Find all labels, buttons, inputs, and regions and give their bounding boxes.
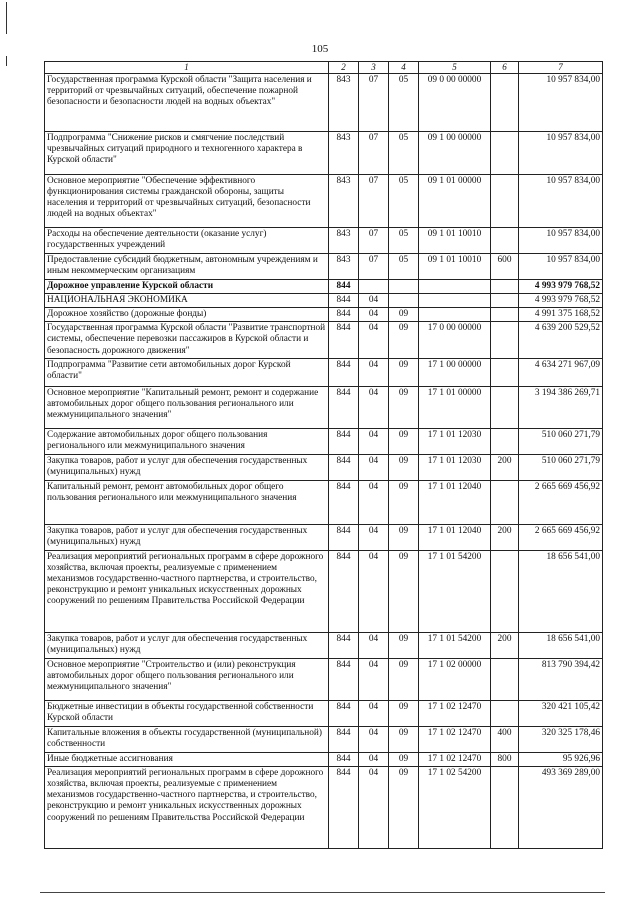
row-type: 400 <box>491 726 519 752</box>
row-target: 17 1 02 54200 <box>419 766 491 848</box>
table-row <box>45 174 603 227</box>
row-subsection: 09 <box>389 308 419 322</box>
row-code: 844 <box>329 550 359 632</box>
row-amount: 510 060 271,79 <box>519 454 603 480</box>
row-section: 04 <box>359 308 389 322</box>
row-code: 844 <box>329 308 359 322</box>
header-cell: 1 <box>45 62 329 74</box>
row-target: 17 1 01 12030 <box>419 454 491 480</box>
row-type <box>491 293 519 307</box>
row-subsection: 09 <box>389 766 419 848</box>
row-amount: 4 993 979 768,52 <box>519 279 603 293</box>
row-target: 09 1 01 00000 <box>419 174 491 227</box>
row-type: 800 <box>491 752 519 766</box>
row-code: 844 <box>329 279 359 293</box>
row-subsection: 09 <box>389 524 419 550</box>
table-row <box>45 227 603 253</box>
row-subsection: 05 <box>389 174 419 227</box>
row-target <box>419 279 491 293</box>
row-target: 17 1 02 12470 <box>419 700 491 726</box>
row-subsection: 05 <box>389 227 419 253</box>
row-type <box>491 174 519 227</box>
table-row <box>45 253 603 279</box>
row-amount: 4 993 979 768,52 <box>519 293 603 307</box>
row-section: 04 <box>359 322 389 358</box>
row-subsection: 05 <box>389 253 419 279</box>
row-subsection: 09 <box>389 322 419 358</box>
row-amount: 3 194 386 269,71 <box>519 386 603 428</box>
row-section: 04 <box>359 658 389 700</box>
row-target: 09 1 00 00000 <box>419 131 491 174</box>
table-row <box>45 428 603 454</box>
row-target: 17 1 02 12470 <box>419 726 491 752</box>
row-type <box>491 131 519 174</box>
row-type <box>491 73 519 131</box>
row-type <box>491 766 519 848</box>
row-section: 04 <box>359 632 389 658</box>
row-amount: 4 634 271 967,09 <box>519 358 603 386</box>
row-amount: 10 957 834,00 <box>519 253 603 279</box>
row-subsection: 09 <box>389 480 419 524</box>
row-amount: 2 665 669 456,92 <box>519 480 603 524</box>
row-name: Содержание автомобильных дорог общего пользования регионального или межмуниципального значения <box>45 428 329 454</box>
row-name: Капитальный ремонт, ремонт автомобильных дорог общего пользования регионального или межмуниципального значения <box>45 480 329 524</box>
table-row <box>45 454 603 480</box>
row-name: Реализация мероприятий региональных программ в сфере дорожного хозяйства, включая проекты, реализуемые с применением механизмов государственно-частного партнерства, и строительство, реконструкцию и ремонт уникальных искусственных дорожных сооружений по решениям Правительства Российской Федерации <box>45 550 329 632</box>
row-target: 17 0 00 00000 <box>419 322 491 358</box>
header-cell: 6 <box>491 62 519 74</box>
row-name: Государственная программа Курской области "Защита населения и территорий от чрезвычайных ситуаций, обеспечение пожарной безопасности и безопасности людей на водных объектах" <box>45 73 329 131</box>
row-target <box>419 308 491 322</box>
row-code: 844 <box>329 454 359 480</box>
row-name: Подпрограмма "Снижение рисков и смягчение последствий чрезвычайных ситуаций природного и техногенного характера в Курской области" <box>45 131 329 174</box>
header-cell: 4 <box>389 62 419 74</box>
row-type <box>491 227 519 253</box>
row-target: 17 1 02 00000 <box>419 658 491 700</box>
row-name: Реализация мероприятий региональных программ в сфере дорожного хозяйства, включая проекты, реализуемые с применением механизмов государственно-частного партнерства, и строительство, реконструкцию и ремонт уникальных искусственных дорожных сооружений по решениям Правительства Российской Федерации <box>45 766 329 848</box>
row-name: Основное мероприятие "Капитальный ремонт, ремонт и содержание автомобильных дорог общего пользования регионального или межмуниципального значения" <box>45 386 329 428</box>
row-amount: 320 421 105,42 <box>519 700 603 726</box>
page-number: 105 <box>311 43 329 55</box>
row-target: 17 1 00 00000 <box>419 358 491 386</box>
row-amount: 510 060 271,79 <box>519 428 603 454</box>
table-row <box>45 293 603 307</box>
row-subsection: 09 <box>389 658 419 700</box>
row-type <box>491 700 519 726</box>
row-type: 200 <box>491 524 519 550</box>
row-type <box>491 279 519 293</box>
row-type <box>491 308 519 322</box>
row-amount: 320 325 178,46 <box>519 726 603 752</box>
row-target: 17 1 01 12040 <box>419 524 491 550</box>
row-amount: 10 957 834,00 <box>519 174 603 227</box>
row-code: 844 <box>329 293 359 307</box>
row-amount: 813 790 394,42 <box>519 658 603 700</box>
row-type: 200 <box>491 454 519 480</box>
row-subsection <box>389 279 419 293</box>
row-target <box>419 293 491 307</box>
row-name: Расходы на обеспечение деятельности (оказание услуг) государственных учреждений <box>45 227 329 253</box>
row-subsection <box>389 293 419 307</box>
row-amount: 4 991 375 168,52 <box>519 308 603 322</box>
row-subsection: 09 <box>389 454 419 480</box>
table-row <box>45 632 603 658</box>
row-target: 17 1 02 12470 <box>419 752 491 766</box>
row-type <box>491 480 519 524</box>
row-name: Подпрограмма "Развитие сети автомобильных дорог Курской области" <box>45 358 329 386</box>
row-section: 04 <box>359 428 389 454</box>
row-target: 17 1 01 12040 <box>419 480 491 524</box>
row-name: Основное мероприятие "Обеспечение эффективного функционирования системы гражданской обороны, защиты населения и территорий от чрезвычайных ситуаций, безопасности людей на водных объектах" <box>45 174 329 227</box>
row-subsection: 09 <box>389 428 419 454</box>
row-code: 844 <box>329 752 359 766</box>
header-cell: 2 <box>329 62 359 74</box>
table-row <box>45 766 603 848</box>
row-type: 600 <box>491 253 519 279</box>
table-header-row <box>45 62 603 74</box>
row-section: 07 <box>359 253 389 279</box>
row-name: Предоставление субсидий бюджетным, автономным учреждениям и иным некоммерческим организациям <box>45 253 329 279</box>
row-subsection: 05 <box>389 73 419 131</box>
row-code: 844 <box>329 358 359 386</box>
row-section: 07 <box>359 131 389 174</box>
row-section: 04 <box>359 766 389 848</box>
row-target: 17 1 01 54200 <box>419 550 491 632</box>
row-name: Государственная программа Курской области "Развитие транспортной системы, обеспечение перевозки пассажиров в Курской области и безопасность дорожного движения" <box>45 322 329 358</box>
header-cell: 3 <box>359 62 389 74</box>
row-amount: 10 957 834,00 <box>519 131 603 174</box>
row-section: 07 <box>359 174 389 227</box>
row-name: НАЦИОНАЛЬНАЯ ЭКОНОМИКА <box>45 293 329 307</box>
row-name: Закупка товаров, работ и услуг для обеспечения государственных (муниципальных) нужд <box>45 632 329 658</box>
row-amount: 493 369 289,00 <box>519 766 603 848</box>
table-row <box>45 322 603 358</box>
row-section: 07 <box>359 73 389 131</box>
row-code: 844 <box>329 726 359 752</box>
table-row <box>45 700 603 726</box>
row-code: 844 <box>329 524 359 550</box>
row-amount: 18 656 541,00 <box>519 632 603 658</box>
row-code: 844 <box>329 766 359 848</box>
row-section: 04 <box>359 358 389 386</box>
row-name: Основное мероприятие "Строительство и (или) реконструкция автомобильных дорог общего пользования регионального или межмуниципального значения" <box>45 658 329 700</box>
row-subsection: 05 <box>389 131 419 174</box>
row-amount: 4 639 200 529,52 <box>519 322 603 358</box>
row-section <box>359 279 389 293</box>
row-section: 04 <box>359 550 389 632</box>
table-row <box>45 658 603 700</box>
row-section: 04 <box>359 386 389 428</box>
row-type <box>491 428 519 454</box>
table-row <box>45 550 603 632</box>
row-section: 04 <box>359 480 389 524</box>
row-type <box>491 322 519 358</box>
page-bottom-rule <box>40 892 605 893</box>
row-section: 04 <box>359 293 389 307</box>
row-name: Дорожное управление Курской области <box>45 279 329 293</box>
table-row <box>45 131 603 174</box>
row-amount: 2 665 669 456,92 <box>519 524 603 550</box>
row-amount: 18 656 541,00 <box>519 550 603 632</box>
row-type <box>491 658 519 700</box>
row-subsection: 09 <box>389 700 419 726</box>
row-target: 09 1 01 10010 <box>419 227 491 253</box>
row-name: Закупка товаров, работ и услуг для обеспечения государственных (муниципальных) нужд <box>45 454 329 480</box>
row-code: 844 <box>329 480 359 524</box>
row-code: 844 <box>329 428 359 454</box>
table-row <box>45 358 603 386</box>
row-type <box>491 358 519 386</box>
row-subsection: 09 <box>389 386 419 428</box>
row-name: Бюджетные инвестиции в объекты государственной собственности Курской области <box>45 700 329 726</box>
row-subsection: 09 <box>389 632 419 658</box>
row-target: 17 1 01 00000 <box>419 386 491 428</box>
row-amount: 95 926,96 <box>519 752 603 766</box>
row-amount: 10 957 834,00 <box>519 227 603 253</box>
row-code: 844 <box>329 632 359 658</box>
table-row <box>45 73 603 131</box>
row-code: 844 <box>329 658 359 700</box>
row-section: 04 <box>359 752 389 766</box>
row-target: 09 1 01 10010 <box>419 253 491 279</box>
budget-table <box>44 61 603 849</box>
row-subsection: 09 <box>389 550 419 632</box>
row-code: 843 <box>329 227 359 253</box>
row-subsection: 09 <box>389 726 419 752</box>
row-subsection: 09 <box>389 358 419 386</box>
row-section: 04 <box>359 454 389 480</box>
row-type: 200 <box>491 632 519 658</box>
table-row <box>45 279 603 293</box>
header-cell: 7 <box>519 62 603 74</box>
row-name: Закупка товаров, работ и услуг для обеспечения государственных (муниципальных) нужд <box>45 524 329 550</box>
row-target: 17 1 01 54200 <box>419 632 491 658</box>
row-type <box>491 550 519 632</box>
row-subsection: 09 <box>389 752 419 766</box>
row-name: Иные бюджетные ассигнования <box>45 752 329 766</box>
row-target: 09 0 00 00000 <box>419 73 491 131</box>
table-row <box>45 524 603 550</box>
table-row <box>45 386 603 428</box>
row-section: 04 <box>359 524 389 550</box>
scan-margin-mark <box>6 56 7 66</box>
row-code: 843 <box>329 131 359 174</box>
scan-margin-mark <box>6 2 7 34</box>
row-code: 844 <box>329 700 359 726</box>
row-code: 843 <box>329 174 359 227</box>
row-type <box>491 386 519 428</box>
row-code: 843 <box>329 253 359 279</box>
row-section: 04 <box>359 726 389 752</box>
row-code: 843 <box>329 73 359 131</box>
row-section: 07 <box>359 227 389 253</box>
table-row <box>45 726 603 752</box>
row-code: 844 <box>329 386 359 428</box>
row-target: 17 1 01 12030 <box>419 428 491 454</box>
header-cell: 5 <box>419 62 491 74</box>
row-name: Капитальные вложения в объекты государственной (муниципальной) собственности <box>45 726 329 752</box>
table-row <box>45 752 603 766</box>
row-amount: 10 957 834,00 <box>519 73 603 131</box>
row-section: 04 <box>359 700 389 726</box>
table-row <box>45 308 603 322</box>
row-name: Дорожное хозяйство (дорожные фонды) <box>45 308 329 322</box>
row-code: 844 <box>329 322 359 358</box>
table-row <box>45 480 603 524</box>
